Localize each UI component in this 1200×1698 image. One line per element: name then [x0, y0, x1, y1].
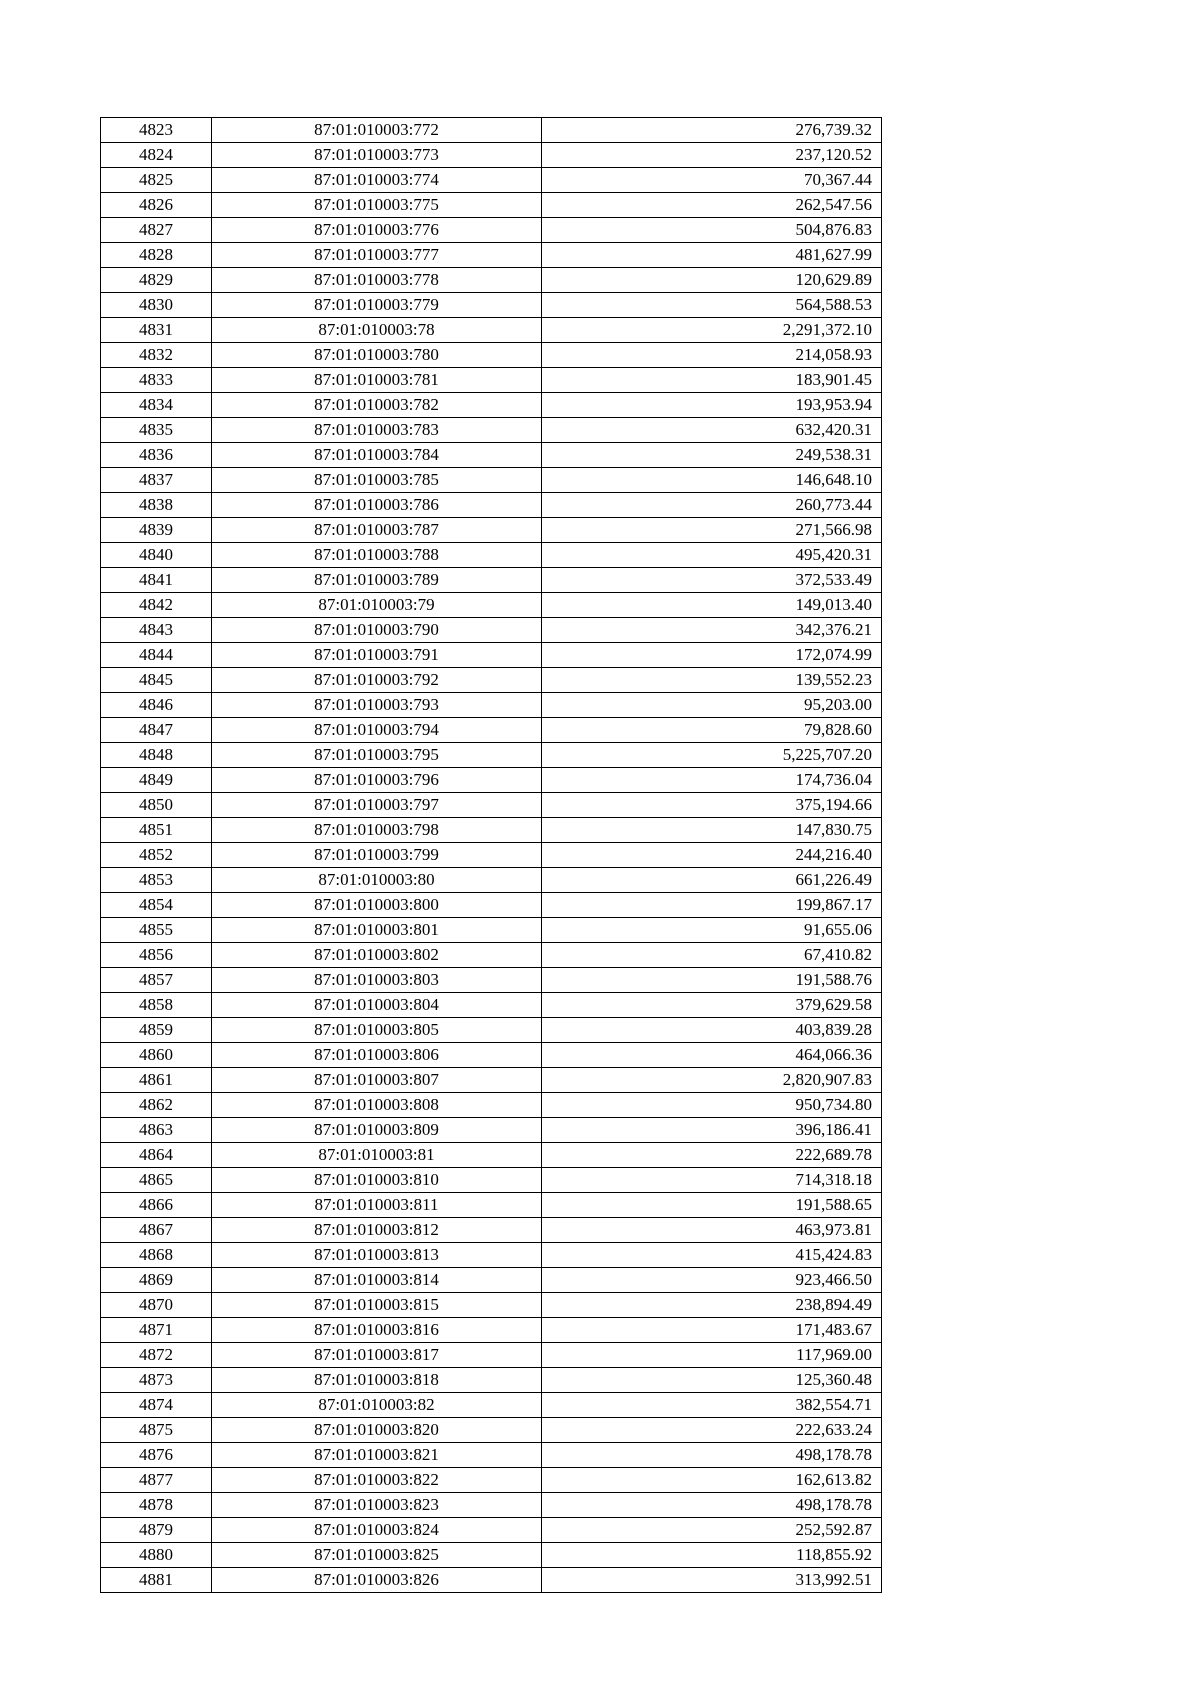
cadastral-number-cell: 87:01:010003:802: [212, 943, 542, 968]
table-row: [101, 1368, 882, 1393]
cadastral-value-cell: 214,058.93: [542, 343, 882, 368]
cadastral-value-cell: 183,901.45: [542, 368, 882, 393]
cadastral-number-cell: 87:01:010003:796: [212, 768, 542, 793]
cadastral-value-cell: 923,466.50: [542, 1268, 882, 1293]
table-row: [101, 1018, 882, 1043]
table-row: [101, 1518, 882, 1543]
table-row: [101, 518, 882, 543]
cadastral-number-cell: 87:01:010003:809: [212, 1118, 542, 1143]
table-row: [101, 968, 882, 993]
cadastral-value-cell: 950,734.80: [542, 1093, 882, 1118]
table-row: [101, 718, 882, 743]
cadastral-value-cell: 118,855.92: [542, 1543, 882, 1568]
cadastral-number-cell: 87:01:010003:786: [212, 493, 542, 518]
table-row: [101, 1393, 882, 1418]
table-row: [101, 318, 882, 343]
row-number-cell: 4859: [101, 1018, 212, 1043]
cadastral-value-cell: 313,992.51: [542, 1568, 882, 1593]
table-row: [101, 493, 882, 518]
cadastral-number-cell: 87:01:010003:792: [212, 668, 542, 693]
table-row: [101, 268, 882, 293]
cadastral-value-cell: 714,318.18: [542, 1168, 882, 1193]
table-row: [101, 1543, 882, 1568]
row-number-cell: 4854: [101, 893, 212, 918]
row-number-cell: 4853: [101, 868, 212, 893]
row-number-cell: 4855: [101, 918, 212, 943]
row-number-cell: 4880: [101, 1543, 212, 1568]
table-row: [101, 1143, 882, 1168]
table-row: [101, 1468, 882, 1493]
table-row: [101, 1493, 882, 1518]
cadastral-value-cell: 252,592.87: [542, 1518, 882, 1543]
cadastral-number-cell: 87:01:010003:82: [212, 1393, 542, 1418]
cadastral-number-cell: 87:01:010003:820: [212, 1418, 542, 1443]
cadastral-number-cell: 87:01:010003:811: [212, 1193, 542, 1218]
cadastral-number-cell: 87:01:010003:78: [212, 318, 542, 343]
cadastral-number-cell: 87:01:010003:783: [212, 418, 542, 443]
cadastral-number-cell: 87:01:010003:818: [212, 1368, 542, 1393]
row-number-cell: 4844: [101, 643, 212, 668]
table-row: [101, 793, 882, 818]
cadastral-value-cell: 375,194.66: [542, 793, 882, 818]
cadastral-number-cell: 87:01:010003:775: [212, 193, 542, 218]
cadastral-value-cell: 67,410.82: [542, 943, 882, 968]
cadastral-value-cell: 632,420.31: [542, 418, 882, 443]
cadastral-value-cell: 382,554.71: [542, 1393, 882, 1418]
table-row: [101, 618, 882, 643]
table-row: [101, 143, 882, 168]
cadastral-value-cell: 463,973.81: [542, 1218, 882, 1243]
row-number-cell: 4868: [101, 1243, 212, 1268]
row-number-cell: 4836: [101, 443, 212, 468]
table-row: [101, 743, 882, 768]
row-number-cell: 4850: [101, 793, 212, 818]
cadastral-value-cell: 120,629.89: [542, 268, 882, 293]
cadastral-value-cell: 149,013.40: [542, 593, 882, 618]
cadastral-value-cell: 147,830.75: [542, 818, 882, 843]
row-number-cell: 4869: [101, 1268, 212, 1293]
row-number-cell: 4829: [101, 268, 212, 293]
row-number-cell: 4831: [101, 318, 212, 343]
row-number-cell: 4833: [101, 368, 212, 393]
cadastral-number-cell: 87:01:010003:810: [212, 1168, 542, 1193]
row-number-cell: 4873: [101, 1368, 212, 1393]
table-row: [101, 218, 882, 243]
row-number-cell: 4864: [101, 1143, 212, 1168]
cadastral-value-cell: 498,178.78: [542, 1493, 882, 1518]
row-number-cell: 4871: [101, 1318, 212, 1343]
cadastral-value-cell: 193,953.94: [542, 393, 882, 418]
row-number-cell: 4862: [101, 1093, 212, 1118]
cadastral-number-cell: 87:01:010003:779: [212, 293, 542, 318]
row-number-cell: 4863: [101, 1118, 212, 1143]
cadastral-value-cell: 464,066.36: [542, 1043, 882, 1068]
row-number-cell: 4875: [101, 1418, 212, 1443]
cadastral-value-cell: 172,074.99: [542, 643, 882, 668]
row-number-cell: 4839: [101, 518, 212, 543]
row-number-cell: 4867: [101, 1218, 212, 1243]
table-row: [101, 343, 882, 368]
row-number-cell: 4849: [101, 768, 212, 793]
table-row: [101, 1343, 882, 1368]
row-number-cell: 4874: [101, 1393, 212, 1418]
table-row: [101, 993, 882, 1018]
row-number-cell: 4841: [101, 568, 212, 593]
table-body: [101, 118, 882, 1593]
cadastral-number-cell: 87:01:010003:804: [212, 993, 542, 1018]
cadastral-number-cell: 87:01:010003:807: [212, 1068, 542, 1093]
table-row: [101, 843, 882, 868]
cadastral-value-cell: 5,225,707.20: [542, 743, 882, 768]
table-row: [101, 543, 882, 568]
cadastral-number-cell: 87:01:010003:803: [212, 968, 542, 993]
table-row: [101, 1243, 882, 1268]
cadastral-value-cell: 372,533.49: [542, 568, 882, 593]
table-row: [101, 1168, 882, 1193]
table-row: [101, 868, 882, 893]
cadastral-value-cell: 162,613.82: [542, 1468, 882, 1493]
row-number-cell: 4837: [101, 468, 212, 493]
cadastral-value-cell: 271,566.98: [542, 518, 882, 543]
row-number-cell: 4842: [101, 593, 212, 618]
cadastral-number-cell: 87:01:010003:812: [212, 1218, 542, 1243]
cadastral-number-cell: 87:01:010003:814: [212, 1268, 542, 1293]
cadastral-value-cell: 262,547.56: [542, 193, 882, 218]
cadastral-value-cell: 91,655.06: [542, 918, 882, 943]
cadastral-number-cell: 87:01:010003:816: [212, 1318, 542, 1343]
cadastral-value-cell: 139,552.23: [542, 668, 882, 693]
cadastral-value-cell: 498,178.78: [542, 1443, 882, 1468]
cadastral-value-cell: 238,894.49: [542, 1293, 882, 1318]
cadastral-value-cell: 504,876.83: [542, 218, 882, 243]
row-number-cell: 4879: [101, 1518, 212, 1543]
row-number-cell: 4847: [101, 718, 212, 743]
cadastral-value-cell: 403,839.28: [542, 1018, 882, 1043]
table-row: [101, 193, 882, 218]
cadastral-value-table: [100, 117, 882, 1593]
cadastral-value-cell: 222,689.78: [542, 1143, 882, 1168]
cadastral-number-cell: 87:01:010003:805: [212, 1018, 542, 1043]
cadastral-value-cell: 276,739.32: [542, 118, 882, 143]
cadastral-value-cell: 249,538.31: [542, 443, 882, 468]
cadastral-number-cell: 87:01:010003:808: [212, 1093, 542, 1118]
cadastral-number-cell: 87:01:010003:772: [212, 118, 542, 143]
table-row: [101, 443, 882, 468]
cadastral-value-cell: 125,360.48: [542, 1368, 882, 1393]
table-row: [101, 118, 882, 143]
cadastral-value-cell: 2,820,907.83: [542, 1068, 882, 1093]
table-row: [101, 893, 882, 918]
row-number-cell: 4834: [101, 393, 212, 418]
table-row: [101, 943, 882, 968]
cadastral-value-cell: 661,226.49: [542, 868, 882, 893]
table-row: [101, 1318, 882, 1343]
cadastral-value-cell: 117,969.00: [542, 1343, 882, 1368]
row-number-cell: 4860: [101, 1043, 212, 1068]
row-number-cell: 4872: [101, 1343, 212, 1368]
cadastral-number-cell: 87:01:010003:825: [212, 1543, 542, 1568]
cadastral-value-cell: 564,588.53: [542, 293, 882, 318]
table-row: [101, 1293, 882, 1318]
row-number-cell: 4826: [101, 193, 212, 218]
cadastral-number-cell: 87:01:010003:800: [212, 893, 542, 918]
row-number-cell: 4845: [101, 668, 212, 693]
table-row: [101, 593, 882, 618]
cadastral-number-cell: 87:01:010003:815: [212, 1293, 542, 1318]
cadastral-number-cell: 87:01:010003:79: [212, 593, 542, 618]
row-number-cell: 4865: [101, 1168, 212, 1193]
cadastral-value-cell: 495,420.31: [542, 543, 882, 568]
row-number-cell: 4835: [101, 418, 212, 443]
table-row: [101, 1418, 882, 1443]
row-number-cell: 4843: [101, 618, 212, 643]
table-row: [101, 768, 882, 793]
row-number-cell: 4857: [101, 968, 212, 993]
cadastral-number-cell: 87:01:010003:791: [212, 643, 542, 668]
cadastral-value-cell: 70,367.44: [542, 168, 882, 193]
cadastral-number-cell: 87:01:010003:789: [212, 568, 542, 593]
row-number-cell: 4828: [101, 243, 212, 268]
row-number-cell: 4830: [101, 293, 212, 318]
cadastral-number-cell: 87:01:010003:784: [212, 443, 542, 468]
cadastral-number-cell: 87:01:010003:822: [212, 1468, 542, 1493]
cadastral-number-cell: 87:01:010003:788: [212, 543, 542, 568]
cadastral-value-cell: 222,633.24: [542, 1418, 882, 1443]
table-row: [101, 1443, 882, 1468]
cadastral-number-cell: 87:01:010003:773: [212, 143, 542, 168]
table-row: [101, 1568, 882, 1593]
row-number-cell: 4827: [101, 218, 212, 243]
cadastral-number-cell: 87:01:010003:813: [212, 1243, 542, 1268]
cadastral-number-cell: 87:01:010003:81: [212, 1143, 542, 1168]
cadastral-number-cell: 87:01:010003:798: [212, 818, 542, 843]
cadastral-number-cell: 87:01:010003:782: [212, 393, 542, 418]
cadastral-value-cell: 171,483.67: [542, 1318, 882, 1343]
table-row: [101, 818, 882, 843]
table-row: [101, 243, 882, 268]
row-number-cell: 4861: [101, 1068, 212, 1093]
row-number-cell: 4866: [101, 1193, 212, 1218]
cadastral-number-cell: 87:01:010003:821: [212, 1443, 542, 1468]
row-number-cell: 4838: [101, 493, 212, 518]
table-row: [101, 918, 882, 943]
cadastral-number-cell: 87:01:010003:781: [212, 368, 542, 393]
cadastral-number-cell: 87:01:010003:787: [212, 518, 542, 543]
cadastral-value-cell: 379,629.58: [542, 993, 882, 1018]
cadastral-value-cell: 244,216.40: [542, 843, 882, 868]
cadastral-value-cell: 260,773.44: [542, 493, 882, 518]
row-number-cell: 4825: [101, 168, 212, 193]
cadastral-number-cell: 87:01:010003:794: [212, 718, 542, 743]
row-number-cell: 4851: [101, 818, 212, 843]
table-row: [101, 1093, 882, 1118]
cadastral-value-cell: 191,588.76: [542, 968, 882, 993]
row-number-cell: 4876: [101, 1443, 212, 1468]
table-row: [101, 293, 882, 318]
row-number-cell: 4848: [101, 743, 212, 768]
table-row: [101, 368, 882, 393]
table-row: [101, 393, 882, 418]
cadastral-number-cell: 87:01:010003:774: [212, 168, 542, 193]
table-row: [101, 1218, 882, 1243]
cadastral-number-cell: 87:01:010003:824: [212, 1518, 542, 1543]
cadastral-number-cell: 87:01:010003:795: [212, 743, 542, 768]
row-number-cell: 4846: [101, 693, 212, 718]
cadastral-value-cell: 481,627.99: [542, 243, 882, 268]
cadastral-value-cell: 146,648.10: [542, 468, 882, 493]
table-row: [101, 468, 882, 493]
cadastral-number-cell: 87:01:010003:780: [212, 343, 542, 368]
cadastral-number-cell: 87:01:010003:776: [212, 218, 542, 243]
cadastral-number-cell: 87:01:010003:790: [212, 618, 542, 643]
cadastral-number-cell: 87:01:010003:80: [212, 868, 542, 893]
cadastral-value-cell: 342,376.21: [542, 618, 882, 643]
table-row: [101, 1268, 882, 1293]
row-number-cell: 4877: [101, 1468, 212, 1493]
cadastral-number-cell: 87:01:010003:806: [212, 1043, 542, 1068]
cadastral-number-cell: 87:01:010003:793: [212, 693, 542, 718]
table-row: [101, 693, 882, 718]
cadastral-value-cell: 95,203.00: [542, 693, 882, 718]
cadastral-value-cell: 415,424.83: [542, 1243, 882, 1268]
table-row: [101, 1193, 882, 1218]
row-number-cell: 4881: [101, 1568, 212, 1593]
row-number-cell: 4870: [101, 1293, 212, 1318]
cadastral-value-cell: 191,588.65: [542, 1193, 882, 1218]
table-row: [101, 168, 882, 193]
cadastral-value-cell: 2,291,372.10: [542, 318, 882, 343]
cadastral-number-cell: 87:01:010003:801: [212, 918, 542, 943]
cadastral-number-cell: 87:01:010003:778: [212, 268, 542, 293]
cadastral-number-cell: 87:01:010003:777: [212, 243, 542, 268]
cadastral-number-cell: 87:01:010003:823: [212, 1493, 542, 1518]
row-number-cell: 4824: [101, 143, 212, 168]
table-row: [101, 1043, 882, 1068]
cadastral-value-cell: 396,186.41: [542, 1118, 882, 1143]
cadastral-value-cell: 237,120.52: [542, 143, 882, 168]
table-row: [101, 1068, 882, 1093]
cadastral-value-cell: 199,867.17: [542, 893, 882, 918]
cadastral-number-cell: 87:01:010003:785: [212, 468, 542, 493]
cadastral-number-cell: 87:01:010003:826: [212, 1568, 542, 1593]
row-number-cell: 4840: [101, 543, 212, 568]
cadastral-number-cell: 87:01:010003:797: [212, 793, 542, 818]
row-number-cell: 4852: [101, 843, 212, 868]
cadastral-number-cell: 87:01:010003:799: [212, 843, 542, 868]
table-row: [101, 418, 882, 443]
row-number-cell: 4823: [101, 118, 212, 143]
table-row: [101, 568, 882, 593]
cadastral-number-cell: 87:01:010003:817: [212, 1343, 542, 1368]
cadastral-value-cell: 174,736.04: [542, 768, 882, 793]
row-number-cell: 4856: [101, 943, 212, 968]
row-number-cell: 4832: [101, 343, 212, 368]
cadastral-value-cell: 79,828.60: [542, 718, 882, 743]
row-number-cell: 4858: [101, 993, 212, 1018]
row-number-cell: 4878: [101, 1493, 212, 1518]
table-row: [101, 668, 882, 693]
table-row: [101, 1118, 882, 1143]
table-row: [101, 643, 882, 668]
